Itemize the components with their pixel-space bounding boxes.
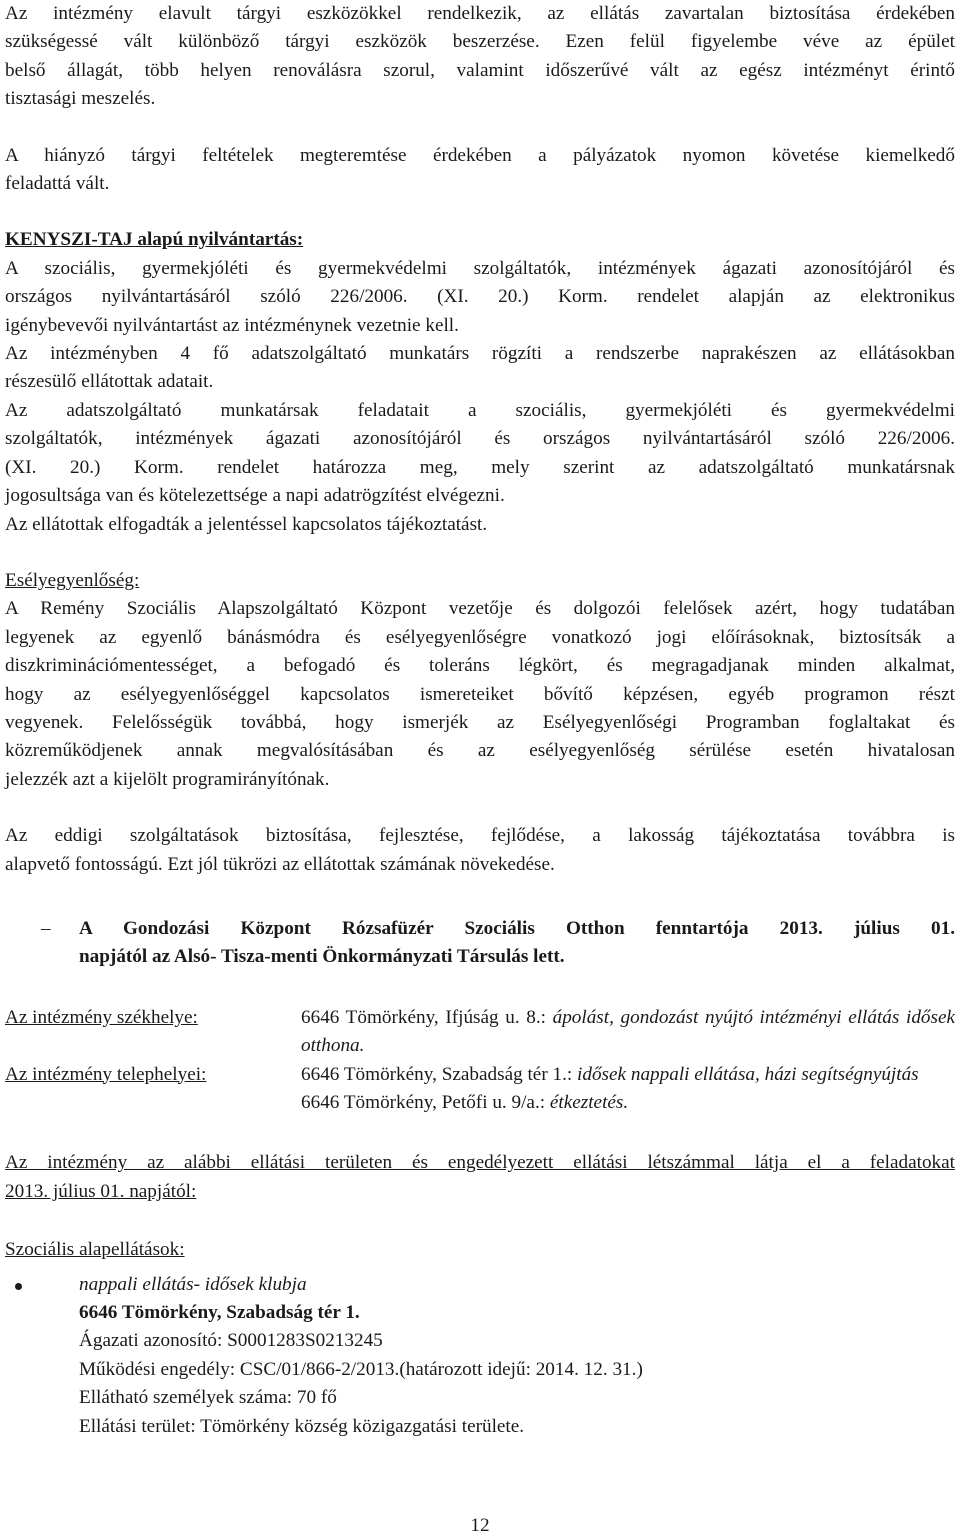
text-line: A Gondozási Központ Rózsafüzér Szociális Otthon fenntartója 2013. július 01. (79, 917, 955, 939)
document-page (5, 0, 955, 1441)
section-social-services (5, 1236, 955, 1441)
text-line: Az eddigi szolgáltatások biztosítása, fejlesztése, fejlődése, a lakosság tájékoztatása továbbra is (5, 825, 955, 847)
page-number: 12 (470, 1515, 490, 1536)
section-heading: KENYSZI-TAJ alapú nyilvántartás: (5, 229, 304, 251)
text-line: jogosultsága van és kötelezettsége a napi adatrögzítést elvégezni. (5, 485, 505, 507)
text-line: feladattá vált. (5, 173, 110, 195)
text-line: A szociális, gyermekjóléti és gyermekvédelmi szolgáltatók, intézmények ágazati azonosítójáról és (5, 257, 955, 279)
text-line: igénybevevői nyilvántartást az intézménynek vezetnie kell. (5, 314, 459, 336)
seat-label: Az intézmény székhelye: (5, 1006, 198, 1028)
text-line: Az intézményben 4 fő adatszolgáltató munkatárs rögzíti a rendszerbe naprakészen az ellátásokban (5, 343, 955, 365)
site-address: 6646 Tömörkény, Szabadság tér 1.: (301, 1063, 573, 1085)
section-heading: Esélyegyenlőség: (5, 569, 140, 591)
text-line: tisztasági meszelés. (5, 88, 156, 110)
seat-address: 6646 Tömörkény, Ifjúság u. 8.: (301, 1006, 546, 1028)
dash-marker: – (41, 917, 51, 939)
dash-list-item (41, 915, 955, 972)
seat-description: ápolást, gondozást nyújtó intézményi ellátás idősek otthona. (301, 1006, 956, 1057)
text-line: vegyenek. Felelősségük továbbá, hogy ismerjék az Esélyegyenlőségi Programban foglaltakat és (5, 711, 955, 733)
paragraph-equipment (5, 0, 955, 114)
text-line: Az intézmény az alábbi ellátási területen és engedélyezett ellátási létszámmal látja el a feladatokat (5, 1152, 955, 1174)
service-address: 6646 Tömörkény, Szabadság tér 1. (79, 1302, 360, 1324)
sites-row (5, 1061, 955, 1118)
paragraph-tenders (5, 142, 955, 199)
text-line: alapvető fontosságú. Ezt jól tükrözi az ellátottak számának növekedése. (5, 853, 555, 875)
text-line: jelezzék azt a kijelölt programirányítónak. (5, 768, 330, 790)
text-line: Működési engedély: CSC/01/866-2/2013.(határozott idejű: 2014. 12. 31.) (79, 1358, 643, 1380)
text-line: diszkriminációmentességet, a befogadó és toleráns légkört, és megragadjanak minden alkalmat, (5, 655, 955, 677)
paragraph-services (5, 822, 955, 879)
text-line: Az intézmény elavult tárgyi eszközökkel rendelkezik, az ellátás zavartalan biztosítása érdekében (5, 3, 955, 24)
text-line: napjától az Alsó- Tisza-menti Önkormányzati Társulás lett. (79, 946, 565, 968)
text-line: Ellátási terület: Tömörkény község közigazgatási területe. (79, 1415, 525, 1437)
site-description: étkeztetés. (549, 1092, 629, 1113)
text-line: Ágazati azonosító: S0001283S0213245 (79, 1330, 383, 1352)
text-line: hogy az esélyegyenlőséggel kapcsolatos ismereteiket bővítő képzésen, egyéb programon részt (5, 683, 955, 705)
section-heading: Szociális alapellátások: (5, 1239, 185, 1261)
site-address: 6646 Tömörkény, Petőfi u. 9/a.: (301, 1092, 546, 1113)
text-line: A hiányzó tárgyi feltételek megteremtése érdekében a pályázatok nyomon követése kiemelkedő (5, 144, 955, 166)
seat-row (5, 1004, 955, 1061)
text-line: Ellátható személyek száma: 70 fő (79, 1387, 337, 1409)
text-line: A Remény Szociális Alapszolgáltató Központ vezetője és dolgozói felelősek azért, hogy tudatában (5, 598, 955, 620)
text-line: részesülő ellátottak adatait. (5, 371, 214, 393)
bullet-icon (15, 1283, 22, 1290)
text-line: legyenek az egyenlő bánásmódra és esélyegyenlőségre vonatkozó jogi előírásoknak, biztosítsák a (5, 626, 955, 648)
text-line: szolgáltatók, intézmények ágazati azonosítójáról és országos nyilvántartásáról szóló 226/2006. (5, 428, 955, 450)
section-kenyszi (5, 226, 955, 538)
site-description: idősek nappali ellátása, házi segítségnyújtás (577, 1063, 919, 1085)
paragraph-service-area (5, 1149, 955, 1206)
text-line: Az adatszolgáltató munkatársak feladatait a szociális, gyermekjóléti és gyermekvédelmi (5, 399, 955, 421)
text-line: belső állagát, több helyen renoválásra szorul, valamint időszerűvé vált az egész intézményt érintő (5, 59, 955, 81)
text-line: (XI. 20.) Korm. rendelet határozza meg, mely szerint az adatszolgáltató munkatársnak (5, 456, 955, 478)
text-line: közreműködjenek annak megvalósításában és az esélyegyenlőség sérülése esetén hivatalosan (5, 740, 955, 762)
text-line: Az ellátottak elfogadták a jelentéssel kapcsolatos tájékoztatást. (5, 513, 488, 535)
text-line: 2013. július 01. napjától: (5, 1180, 197, 1202)
bullet-title: nappali ellátás- idősek klubja (79, 1273, 307, 1295)
section-equal-opportunity (5, 567, 955, 794)
text-line: szükségessé vált különböző tárgyi eszközök beszerzése. Ezen felül figyelembe véve az épület (5, 31, 955, 53)
text-line: országos nyilvántartásáról szóló 226/2006. (XI. 20.) Korm. rendelet alapján az elektronikus (5, 286, 955, 308)
bullet-item (5, 1271, 955, 1441)
sites-label: Az intézmény telephelyei: (5, 1063, 207, 1085)
